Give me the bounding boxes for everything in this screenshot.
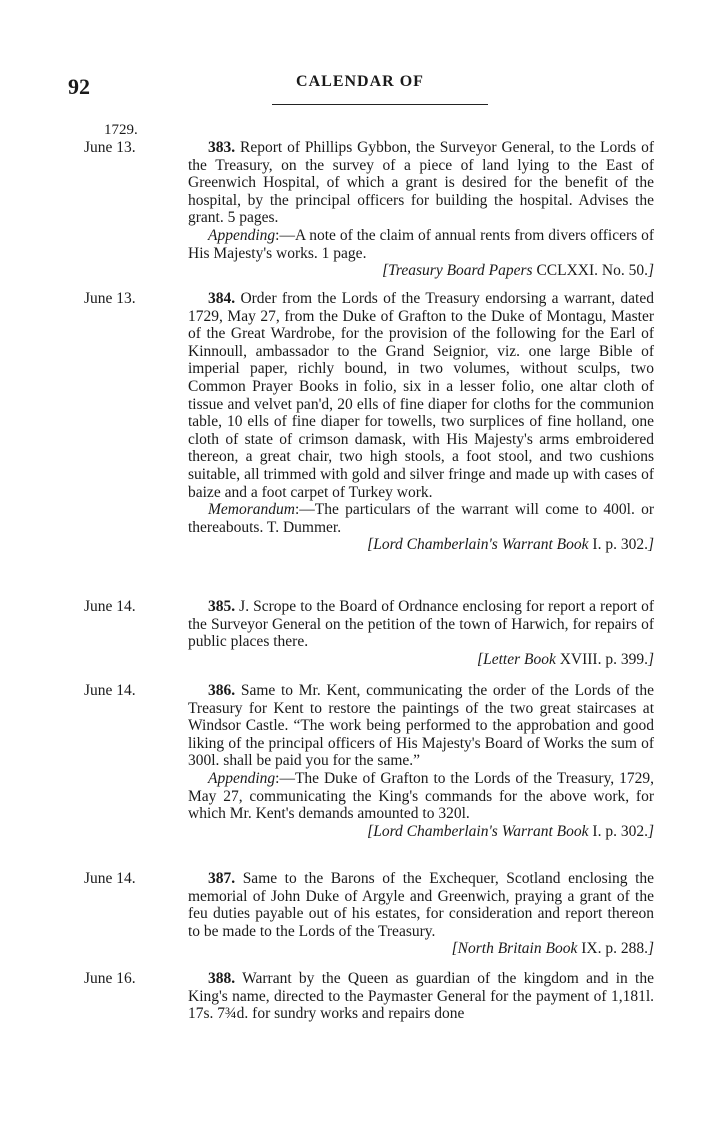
entry-text: J. Scrope to the Board of Ordnance enclosing for report a report of the Surveyor General on the petition of the town of Harwich, for repairs of public places there. [188,598,654,651]
entry-date: June 16. [84,970,136,987]
entry-body [188,290,654,554]
page-number: 92 [68,74,90,99]
entry-385 [84,598,654,668]
entry-number: 384. [208,290,236,307]
entry-body [188,682,654,840]
entry-387 [84,870,654,958]
source-reference: [Lord Chamberlain's Warrant Book I. p. 302.] [367,822,654,840]
entry-number: 387. [208,870,236,887]
header-rule [272,104,488,105]
entry-body [188,598,654,668]
sub-text: :—A note of the claim of annual rents from divers officers of His Majesty's works. 1 page. [188,226,654,262]
entry-number: 388. [208,970,236,987]
entry-date: June 13. [84,290,136,307]
entry-number: 386. [208,682,236,699]
sub-text: :—The Duke of Grafton to the Lords of the Treasury, 1729, May 27, communicating the King's commands for the above work, for which Mr. Kent's demands amounted to 320l. [188,769,654,823]
source-reference: [Lord Chamberlain's Warrant Book I. p. 302.] [367,536,654,554]
entry-388 [84,970,654,1023]
entry-body [188,970,654,1023]
entry-date: June 14. [84,870,136,887]
year-heading: 1729. [104,122,138,138]
running-title: CALENDAR OF [296,73,424,90]
entry-date: June 14. [84,598,136,615]
entry-text: Report of Phillips Gybbon, the Surveyor General, to the Lords of the Treasury, on the survey of a piece of land lying to the East of Greenwich Hospital, of which a grant is desired for the benefit of the hospital, by the principal officers for building the hospital. Advises the grant. 5 pages. [188,139,655,227]
sub-label: Memorandum [208,501,295,519]
sub-text: :—The particulars of the warrant will come to 400l. or thereabouts. T. Dummer. [188,501,654,536]
entry-number: 383. [208,139,236,156]
entry-text: Same to the Barons of the Exchequer, Scotland enclosing the memorial of John Duke of Argyle and Greenwich, praying a grant of the feu duties payable out of his estates, for consideration and report thereon to be made to the Lords of the Treasury. [188,870,655,940]
entry-body [188,139,654,280]
entry-date: June 14. [84,682,136,699]
entry-number: 385. [208,598,236,615]
sub-label: Appending [208,769,276,787]
entry-body [188,870,654,958]
entry-384 [84,290,654,554]
entry-date: June 13. [84,139,136,156]
source-reference: [North Britain Book IX. p. 288.] [451,940,654,958]
entry-text: Order from the Lords of the Treasury endorsing a warrant, dated 1729, May 27, from the Duke of Grafton to the Duke of Montagu, Master of the Great Wardrobe, for the provision of the following for the Earl of Kinnoull, ambassador to the Grand Seignior, viz. one large Bible of imperial paper, richly bound, in two volumes, without sculps, two Common Prayer Books in folio, six in a lesser folio, one altar cloth of tissue and velvet pan'd, 20 ells of fine diaper for cloths for the communion table, 10 ells of fine diaper for towells, two surplices of fine holland, one cloth of state of crimson damask, with His Majesty's arms embroidered thereon, a great chair, two high stools, a foot stool, and two cushions suitable, all trimmed with gold and silver fringe and made up with cases of baize and a foot carpet of Turkey work. [188,290,654,501]
source-reference: [Letter Book XVIII. p. 399.] [477,650,654,668]
entry-383 [84,139,654,280]
entry-text: Same to Mr. Kent, communicating the order of the Lords of the Treasury for Kent to restore the paintings of the two great staircases at Windsor Castle. “The work being performed to the approbation and good liking of the principal officers of His Majesty's Board of Works the sum of 300l. shall be paid you for the same.” [188,682,654,770]
sub-label: Appending [208,226,276,244]
entry-text: Warrant by the Queen as guardian of the kingdom and in the King's name, directed to the Paymaster General for the payment of 1,181l. 17s. 7¾d. for sundry works and repairs done [188,970,654,1023]
source-reference: [Treasury Board Papers CCLXXI. No. 50.] [382,262,654,280]
entry-386 [84,682,654,840]
